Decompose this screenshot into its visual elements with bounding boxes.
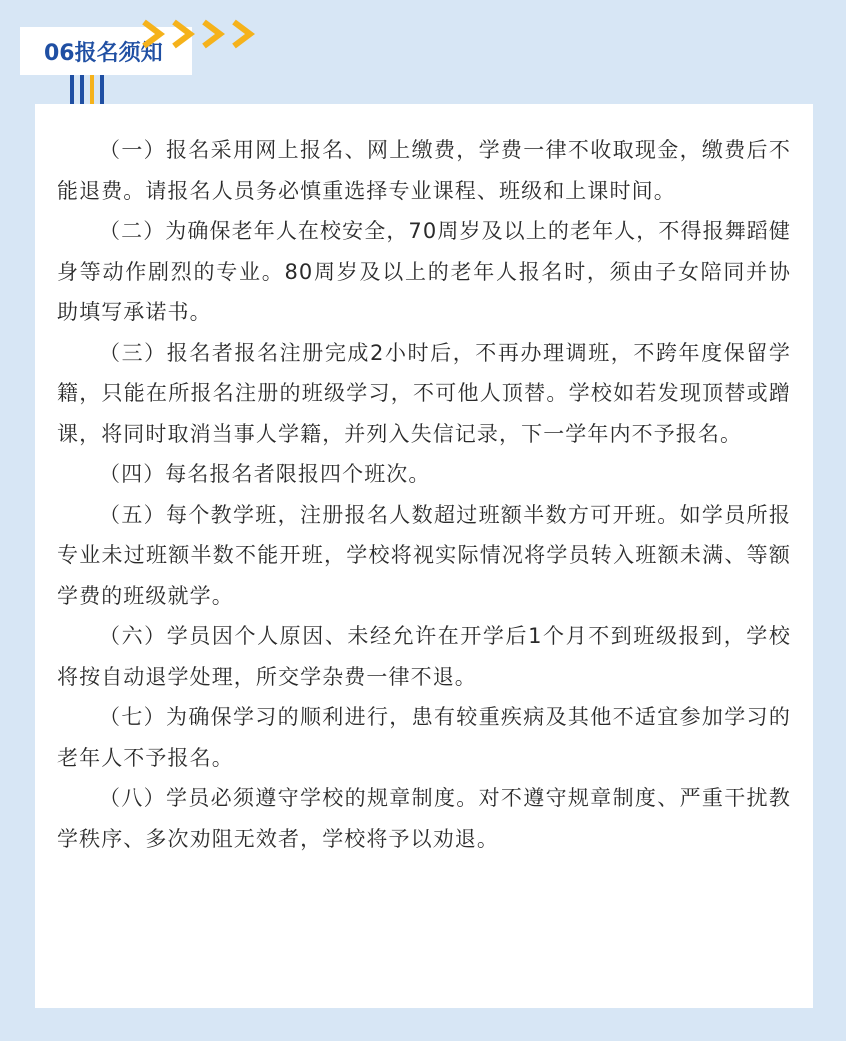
notice-item-4: （四）每名报名者限报四个班次。 bbox=[99, 462, 431, 486]
notice-item-8: （八）学员必须遵守学校的规章制度。对不遵守规章制度、严重干扰教学秩序、多次劝阻无效者，学校将予以劝退。 bbox=[57, 786, 791, 851]
notice-item-5: （五）每个教学班，注册报名人数超过班额半数方可开班。如学员所报专业未过班额半数不能开班，学校将视实际情况将学员转入班额未满、等额学费的班级就学。 bbox=[57, 502, 791, 608]
notice-item-2: （二）为确保老年人在校安全，70周岁及以上的老年人，不得报舞蹈健身等动作剧烈的专业。80周岁及以上的老年人报名时，须由子女陪同并协助填写承诺书。 bbox=[57, 219, 791, 324]
chevron-arrows-icon bbox=[140, 16, 270, 52]
page-title: 06报名须知 bbox=[44, 40, 163, 66]
notice-item-7: （七）为确保学习的顺利进行，患有较重疾病及其他不适宜参加学习的老年人不予报名。 bbox=[57, 705, 791, 770]
vertical-bars-icon bbox=[68, 75, 108, 105]
notice-content bbox=[57, 130, 791, 859]
notice-item-6: （六）学员因个人原因、未经允许在开学后1个月不到班级报到，学校将按自动退学处理，所交学杂费一律不退。 bbox=[57, 624, 791, 689]
notice-item-3: （三）报名者报名注册完成2小时后，不再办理调班，不跨年度保留学籍，只能在所报名注册的班级学习，不可他人顶替。学校如若发现顶替或蹭课，将同时取消当事人学籍，并列入失信记录，下一学年内不予报名。 bbox=[57, 340, 791, 446]
notice-panel bbox=[35, 104, 813, 1008]
notice-item-1: （一）报名采用网上报名、网上缴费，学费一律不收取现金，缴费后不能退费。请报名人员务必慎重选择专业课程、班级和上课时间。 bbox=[57, 138, 791, 203]
